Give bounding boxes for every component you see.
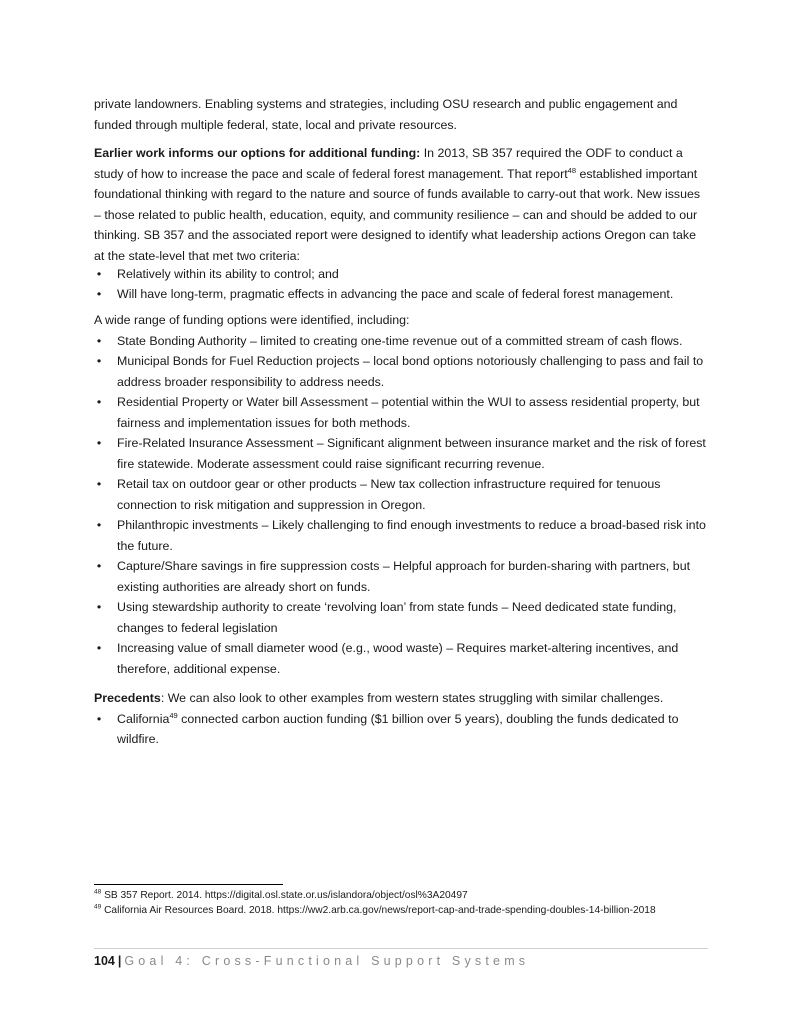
footnote-number: 49 [94,903,102,911]
list-item-text: Increasing value of small diameter wood (e.g., wood waste) – Requires market-altering incentives, and therefore, additional expense. [117,641,679,676]
list-item [94,433,709,474]
page-body [94,94,709,750]
section-title: Goal 4: Cross-Functional Support Systems [124,954,530,968]
footer-divider [94,948,708,949]
list-item [94,474,709,515]
list-item [94,709,709,750]
list-item-text: Fire-Related Insurance Assessment – Significant alignment between insurance market and the risk of forest fire statewide. Moderate assessment could raise significant recurring revenue. [117,436,706,471]
footnote-ref-49[interactable]: 49 [169,710,178,720]
list-item [94,266,709,282]
bullet-icon: • [96,436,102,450]
bullet-icon: • [96,267,102,281]
footnote-ref-48[interactable]: 48 [567,165,576,175]
footnote [94,904,714,919]
footnote [94,889,714,904]
list-item-text: Capture/Share savings in fire suppression costs – Helpful approach for burden-sharing with partners, but existing authorities are already short on funds. [117,559,691,594]
earlier-work-text-2: established important foundational thinking with regard to the nature and source of funds available to carry-out that work. New issues – those related to public health, education, equity, and community resilience – can and should be added to our thinking. SB 357 and the associated report were designed to identify what leadership actions Oregon can take at the state-level that met two criteria: [94,166,701,263]
list-item [94,331,709,352]
list-item-text: Residential Property or Water bill Assessment – potential within the WUI to assess residential property, but fairness and implementation issues for both methods. [117,395,700,430]
list-item [94,286,709,302]
precedents-heading: Precedents [94,691,161,705]
page-number: 104 [94,954,115,968]
footnote-divider [94,884,283,885]
list-item-text: Retail tax on outdoor gear or other products – New tax collection infrastructure required for tenuous connection to risk mitigation and suppression in Oregon. [117,477,661,512]
bullet-icon: • [96,333,102,348]
list-item-text: Will have long-term, pragmatic effects in advancing the pace and scale of federal forest management. [117,287,674,301]
list-item [94,392,709,433]
bullet-icon: • [96,641,102,655]
funding-options-list [94,331,709,680]
precedents-paragraph [94,688,709,709]
list-item [94,556,709,597]
criteria-list [94,266,709,302]
list-item-text: Using stewardship authority to create ‘revolving loan’ from state funds – Need dedicated state funding, changes to federal legislation [117,600,677,635]
footnote-text: California Air Resources Board. 2018. https://ww2.arb.ca.gov/news/report-cap-and-trade-spending-doubles-14-billion-2018 [101,904,656,916]
bullet-icon: • [96,477,102,491]
earlier-work-paragraph [94,143,709,266]
funding-intro: A wide range of funding options were identified, including: [94,313,410,327]
bullet-icon: • [96,395,102,409]
list-item [94,638,709,679]
precedents-text: : We can also look to other examples from western states struggling with similar challenges. [160,691,664,705]
precedent-lead: California [117,711,170,726]
precedent-rest: connected carbon auction funding ($1 billion over 5 years), doubling the funds dedicated to wildfire. [117,711,679,746]
list-item [94,351,709,392]
list-item [94,597,709,638]
earlier-work-heading: Earlier work informs our options for additional funding: [94,146,421,160]
bullet-icon: • [96,354,102,368]
bullet-icon: • [96,600,102,614]
list-item-text: Municipal Bonds for Fuel Reduction projects – local bond options notoriously challenging to pass and fail to address broader responsibility to address needs. [117,354,704,389]
footnote-number: 48 [94,888,102,896]
list-item-text: State Bonding Authority – limited to creating one-time revenue out of a committed stream of cash flows. [117,333,683,348]
list-item [94,515,709,556]
bullet-icon: • [96,518,102,532]
page-footer [94,952,529,970]
bullet-icon: • [96,711,102,726]
list-item-text: Relatively within its ability to control; and [117,267,339,281]
earlier-work-text-1: In 2013, SB 357 required the ODF to conduct a study of how to increase the pace and scale of federal forest management. That report [94,146,683,181]
footnote-text: SB 357 Report. 2014. https://digital.osl.state.or.us/islandora/object/osl%3A20497 [101,890,468,901]
list-item-text: Philanthropic investments – Likely challenging to find enough investments to reduce a broad-based risk into the future. [117,518,706,553]
precedents-list [94,709,709,750]
intro-paragraph: private landowners. Enabling systems and strategies, including OSU research and public engagement and funded through multiple federal, state, local and private resources. [94,97,678,132]
footer-separator: | [117,954,122,968]
bullet-icon: • [96,287,102,301]
footnotes [94,889,714,918]
bullet-icon: • [96,559,102,573]
